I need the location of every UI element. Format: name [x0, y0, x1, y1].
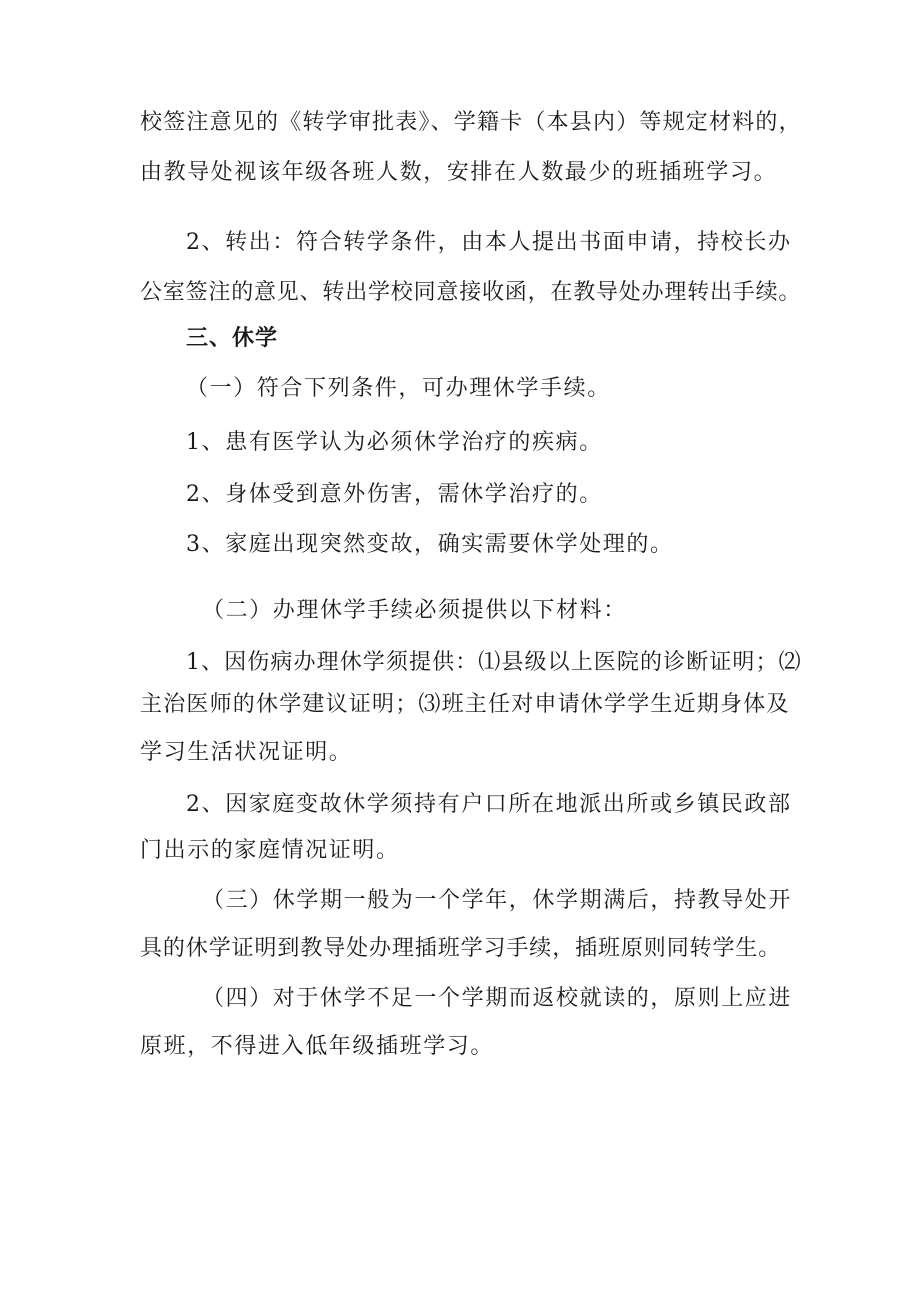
- paragraph-line: 主治医师的休学建议证明；⑶班主任对申请休学学生近期身体及: [140, 692, 790, 717]
- list-item: 2、身体受到意外伤害，需休学治疗的。: [186, 482, 603, 507]
- list-item: 3、家庭出现突然变故，确实需要休学处理的。: [186, 532, 674, 557]
- paragraph-line: 校签注意见的《转学审批表》、学籍卡（本县内）等规定材料的，: [140, 110, 802, 135]
- paragraph-line: （一）符合下列条件，可办理休学手续。: [186, 376, 611, 401]
- paragraph-line: 学习生活状况证明。: [140, 740, 353, 765]
- paragraph-line: 由教导处视该年级各班人数，安排在人数最少的班插班学习。: [140, 160, 778, 185]
- list-item: 1、患有医学认为必须休学治疗的疾病。: [186, 430, 603, 455]
- paragraph-line: （二）办理休学手续必须提供以下材料：: [202, 598, 627, 623]
- paragraph-line: 原班，不得进入低年级插班学习。: [140, 1034, 495, 1059]
- paragraph-line: 具的休学证明到教导处办理插班学习手续，插班原则同转学生。: [140, 936, 782, 961]
- paragraph-line: （四）对于休学不足一个学期而返校就读的，原则上应进: [202, 986, 793, 1011]
- section-heading: 三、休学: [186, 326, 279, 351]
- paragraph-line: 公室签注的意见、转出学校同意接收函，在教导处办理转出手续。: [140, 280, 802, 305]
- paragraph-line: 2、转出：符合转学条件，由本人提出书面申请，持校长办: [186, 230, 792, 255]
- paragraph-line: 门出示的家庭情况证明。: [140, 838, 400, 863]
- paragraph-line: 2、因家庭变故休学须持有户口所在地派出所或乡镇民政部: [186, 792, 792, 817]
- paragraph-line: （三）休学期一般为一个学年，休学期满后，持教导处开: [202, 888, 793, 913]
- paragraph-line: 1、因伤病办理休学须提供：⑴县级以上医院的诊断证明；⑵: [186, 650, 802, 675]
